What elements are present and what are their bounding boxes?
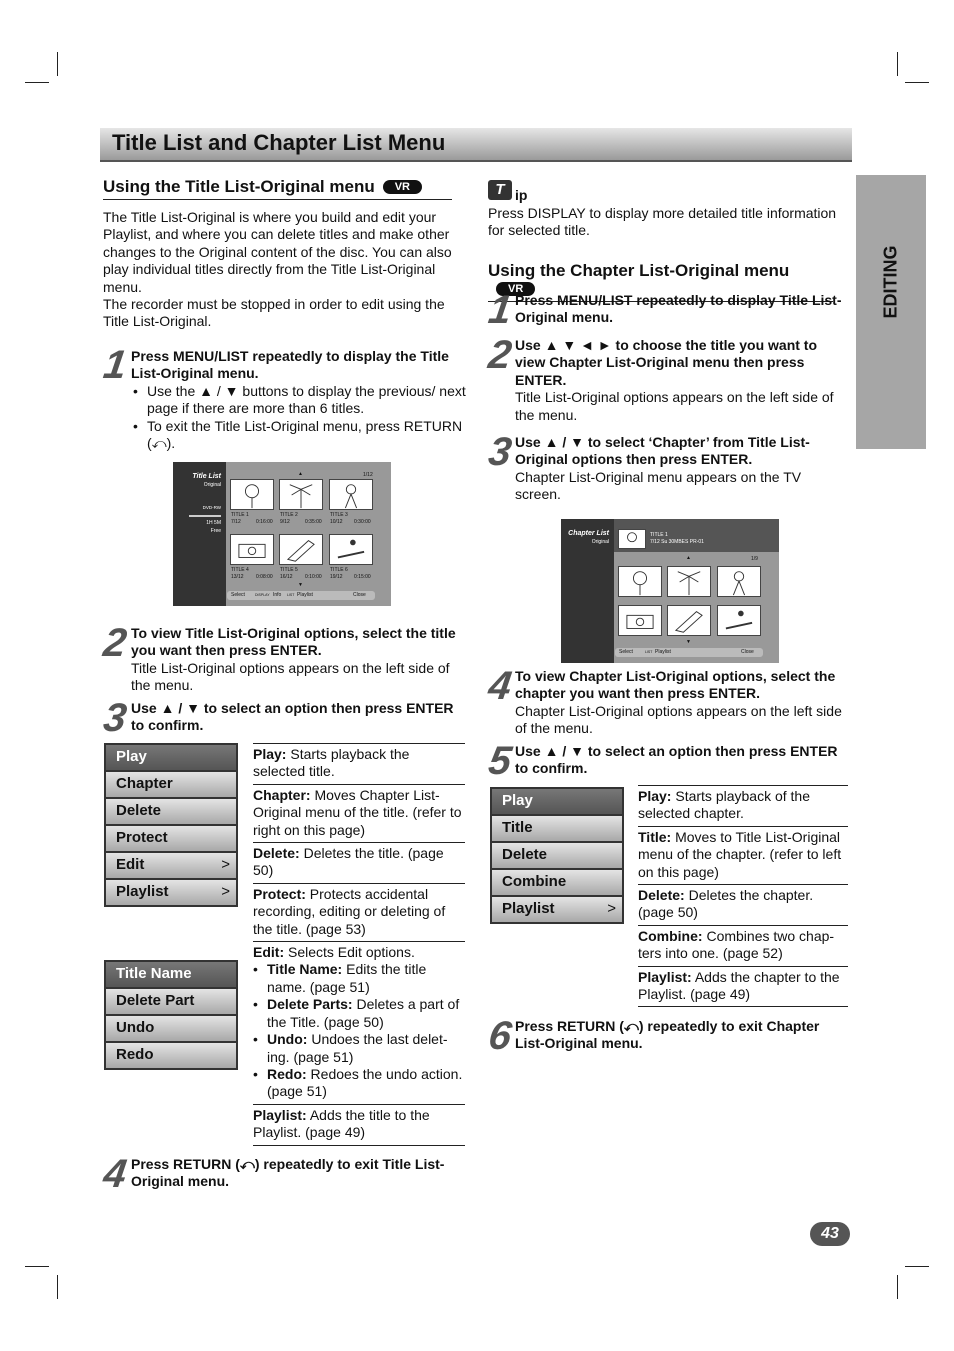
edit-options-menu [104, 960, 238, 1070]
menu-item-play[interactable]: Play [106, 745, 236, 770]
menu-item-title-name[interactable]: Title Name [106, 962, 236, 987]
list-item: • Title Name: Edits the title name. (page 51) [253, 961, 465, 996]
palm-tree-thumbnail [667, 566, 711, 597]
list-item: • Undo: Undoes the last delet- ing. (page 51) [253, 1031, 465, 1066]
desc-play: Play: Starts playback of the selected chapter. [638, 785, 848, 826]
section-tab [856, 175, 926, 449]
chapter-list-screen: Chapter List Original TITLE 1 7/12 Su 30MBES PR-01 1/9 ▲ ▼ Select LIST Playlist Close [561, 519, 779, 663]
left-step-1: Press MENU/LIST repeatedly to display the Title List-Original menu. • Use the ▲ / ▼ buttons to display the previous/ next page if there are more than 6 titles. • To exit the Title List-Original menu, press RETURN (⤺). [131, 348, 466, 452]
vr-badge: VR [383, 180, 422, 194]
step-number: 6 [485, 1014, 515, 1058]
tip-icon: T [488, 180, 512, 200]
step-number: 4 [100, 1152, 130, 1196]
list-item: • Use the ▲ / ▼ buttons to display the previous/ next page if there are more than 6 titles. [133, 383, 466, 418]
right-step-3: Use ▲ / ▼ to select ‘Chapter’ from Title List-Original options then press ENTER. Chapter List-Original menu appears on the TV screen. [515, 434, 810, 503]
vr-badge: VR [496, 282, 535, 296]
menu-item-delete-part[interactable]: Delete Part [106, 989, 236, 1014]
menu-item-playlist[interactable]: Playlist > [492, 897, 622, 922]
desc-chapter: Chapter: Moves Chapter List-Original menu of the title. (refer to right on this page) [253, 784, 465, 842]
menu-item-delete[interactable]: Delete [492, 843, 622, 868]
menu-item-combine[interactable]: Combine [492, 870, 622, 895]
list-item: • Redo: Redoes the undo action. (page 51) [253, 1066, 465, 1101]
right-step-5: Use ▲ / ▼ to select an option then press ENTER to confirm. [515, 743, 838, 777]
menu-item-protect[interactable]: Protect [106, 826, 236, 851]
menu-item-delete[interactable]: Delete [106, 799, 236, 824]
screen-status-bar: Select LIST Playlist Close [615, 648, 763, 657]
chevron-right-icon: > [221, 856, 230, 873]
menu-item-undo[interactable]: Undo [106, 1016, 236, 1041]
desc-edit: Edit: Selects Edit options. • Title Name: Edits the title name. (page 51) • Delete Parts: Deletes a part of the Title. (page 50) • Undo: Undoes the last delet- ing. (page 51) • Redo: Redoes the undo action. (page 51) [253, 941, 465, 1104]
shuttle-thumbnail [279, 534, 323, 565]
title-list-screen: Title List Original DVD-RW 1H 5M Free 1/12 ▲ ▼ TITLE 1 7/12 0:16:00 TITLE 2 9/12 0:35:00 TITLE 3 10/12 0:30:00 TITLE 4 13/12 0:08:00 TITLE 5 16/12 0:10:00 TITLE 6 19/12 0:15:00 Select DISPLAY Info LIST Playlist Close [173, 462, 391, 606]
chevron-right-icon: > [221, 883, 230, 900]
palm-tree-thumbnail [279, 479, 323, 510]
right-step-2: Use ▲ ▼ ◄ ► to choose the title you want to view Chapter List-Original menu then press ENTER. Title List-Original options appears on the left side of the menu. [515, 337, 834, 423]
page-number: 43 [810, 1222, 850, 1246]
title-list-heading: Using the Title List-Original menu VR [103, 177, 452, 200]
desc-protect: Protect: Protects accidental recording, editing or deleting of the title. (page 53) [253, 883, 465, 941]
step-number: 1 [100, 343, 130, 387]
menu-item-title[interactable]: Title [492, 816, 622, 841]
desc-title: Title: Moves to Title List-Original menu of the chapter. (refer to left on this page) [638, 826, 848, 884]
step-number: 5 [485, 739, 515, 783]
chapter-options-descriptions [638, 785, 848, 1007]
title-options-descriptions [253, 743, 465, 1146]
flower-thumbnail [618, 566, 662, 597]
page-banner [100, 128, 852, 162]
desc-delete: Delete: Deletes the chapter. (page 50) [638, 884, 848, 925]
step-number: 4 [485, 664, 515, 708]
phone-thumbnail [618, 605, 662, 636]
step-number: 3 [100, 696, 130, 740]
tip-text: Press DISPLAY to display more detailed title information for selected title. [488, 205, 837, 239]
section-tab-label: EDITING [880, 245, 901, 319]
step-number: 2 [485, 333, 515, 377]
tip-label: ip [515, 187, 528, 203]
menu-item-edit[interactable]: Edit > [106, 853, 236, 878]
screen-status-bar: Select DISPLAY Info LIST Playlist Close [227, 591, 375, 600]
chevron-right-icon: > [607, 900, 616, 917]
desc-play: Play: Starts playback the selected title. [253, 743, 465, 784]
desc-playlist: Playlist: Adds the chapter to the Playlist. (page 49) [638, 966, 848, 1008]
desc-combine: Combine: Combines two chap- ters into one. (page 52) [638, 925, 848, 966]
flower-thumbnail [618, 529, 646, 549]
step-number: 3 [485, 430, 515, 474]
clown-thumbnail [717, 566, 761, 597]
menu-item-chapter[interactable]: Chapter [106, 772, 236, 797]
chapter-list-heading: Using the Chapter List-Original menuVR [488, 261, 833, 302]
left-step-4: Press RETURN (⤺) repeatedly to exit Title List-Original menu. [131, 1156, 445, 1190]
phone-thumbnail [230, 534, 274, 565]
skier-thumbnail [717, 605, 761, 636]
page-title: Title List and Chapter List Menu [112, 130, 446, 155]
step-number: 2 [100, 621, 130, 665]
title-options-menu [104, 743, 238, 907]
shuttle-thumbnail [667, 605, 711, 636]
right-step-4: To view Chapter List-Original options, select the chapter you want then press ENTER. Chapter List-Original options appears on the left side of the menu. [515, 668, 842, 737]
menu-item-playlist[interactable]: Playlist > [106, 880, 236, 905]
desc-delete: Delete: Deletes the title. (page 50) [253, 842, 465, 883]
right-step-1: Press MENU/LIST repeatedly to display Title List-Original menu. [515, 292, 842, 326]
skier-thumbnail [329, 534, 373, 565]
title-list-intro: The Title List-Original is where you build and edit your Playlist, and where you can delete titles and make other changes to the Original content of the disc. You can also play individual titles directly from the Title List-Original menu. The recorder must be stopped in order to edit using the Title List-Original. [103, 209, 452, 330]
chapter-options-menu [490, 787, 624, 924]
clown-thumbnail [329, 479, 373, 510]
list-item: • Delete Parts: Deletes a part of the Title. (page 50) [253, 996, 465, 1031]
desc-playlist: Playlist: Adds the title to the Playlist. (page 49) [253, 1104, 465, 1146]
left-step-3: Use ▲ / ▼ to select an option then press ENTER to confirm. [131, 700, 454, 734]
right-step-6: Press RETURN (⤺) repeatedly to exit Chapter List-Original menu. [515, 1018, 820, 1052]
step-number: 1 [485, 288, 515, 332]
flower-thumbnail [230, 479, 274, 510]
left-step-2: To view Title List-Original options, select the title you want then press ENTER. Title List-Original options appears on the left side of the menu. [131, 625, 456, 694]
menu-item-redo[interactable]: Redo [106, 1043, 236, 1068]
menu-item-play[interactable]: Play [492, 789, 622, 814]
list-item: • To exit the Title List-Original menu, press RETURN (⤺). [133, 418, 466, 453]
